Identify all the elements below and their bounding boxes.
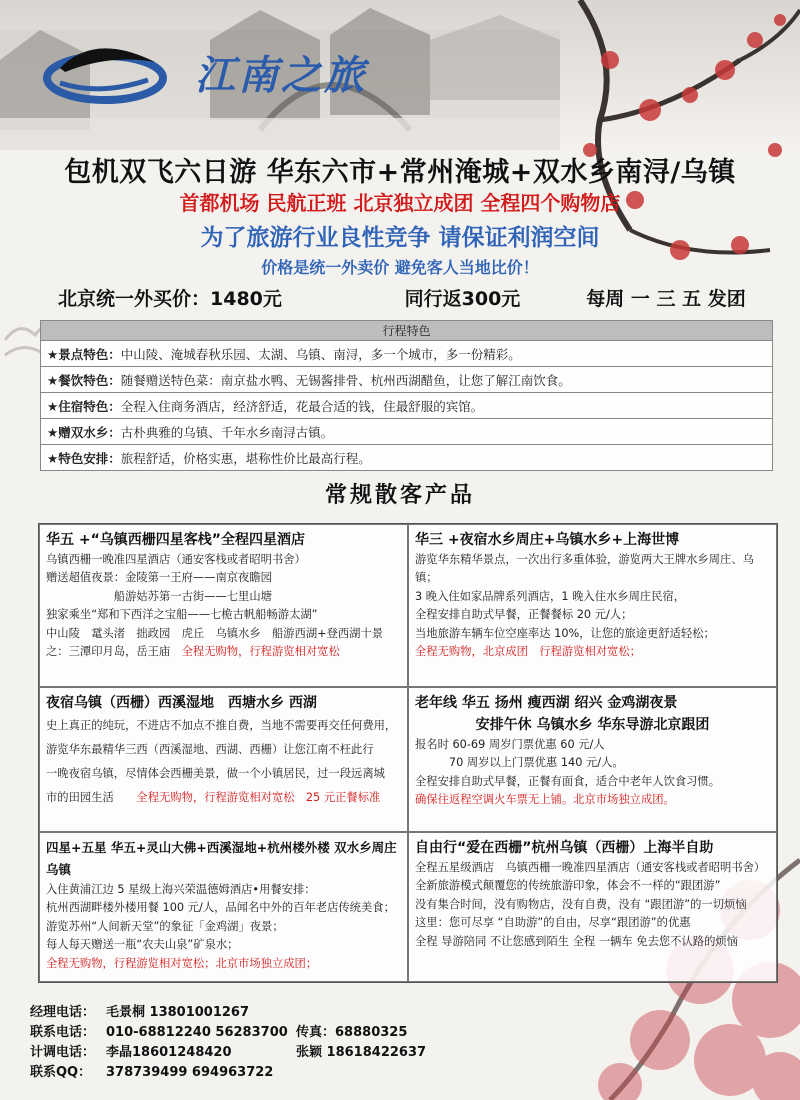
feature-row bbox=[41, 445, 773, 471]
product-title: 华五 +“乌镇西栅四星客栈”全程四星酒店 bbox=[46, 532, 306, 548]
product-line: 全程安排自助式早餐，正餐有面食，适合中老年人饮食习惯。 bbox=[415, 774, 721, 788]
feature-text: 随餐赠送特色菜：南京盐水鸭、无锡酱排骨、杭州西湖醋鱼，让您了解江南饮食。 bbox=[120, 372, 571, 388]
contact-row bbox=[30, 1043, 426, 1063]
feature-text: 旅程舒适，价格实惠，堪称性价比最高行程。 bbox=[120, 450, 371, 466]
product-title: 四星+五星 华五+灵山大佛+西溪湿地+杭州楼外楼 双水乡周庄乌镇 bbox=[46, 840, 397, 877]
contact-key: 联系QQ： bbox=[30, 1065, 92, 1080]
product-line: 史上真正的纯玩，不进店不加点不推自费，当地不需要再交任何费用， bbox=[46, 719, 397, 732]
feature-label: ★住宿特色： bbox=[47, 398, 121, 414]
tour-title: 包机双飞六日游 华东六市+常州淹城+双水乡南浔/乌镇 bbox=[64, 157, 736, 188]
feature-row bbox=[41, 419, 773, 445]
contact-value-2: 18618422637 bbox=[326, 1045, 427, 1060]
product-line: 全程安排自助式早餐，正餐餐标 20 元/人； bbox=[415, 608, 633, 622]
product-card-6 bbox=[408, 832, 777, 982]
unified-price: 北京统一外买价：1480元 bbox=[58, 288, 282, 310]
contact-key-2: 传真： bbox=[296, 1025, 336, 1040]
contact-key: 联系电话： bbox=[30, 1025, 96, 1040]
product-line: 70 周岁以上门票优惠 140 元/人。 bbox=[415, 756, 624, 770]
product-line: 全程 导游陪同 不让您感到陌生 全程 一辆车 免去您不认路的烦恼 bbox=[415, 934, 738, 948]
product-line: 游览华东最精华三西（西溪湿地、西湖、西栅）让您江南不枉此行 bbox=[46, 743, 374, 756]
departure-schedule: 每周 一 三 五 发团 bbox=[586, 288, 746, 310]
product-line-text: 市的田园生活 bbox=[46, 791, 114, 804]
product-line: 游览华东精华景点，一次出行多重体验，游览两大王牌水乡周庄、乌镇； bbox=[415, 553, 754, 585]
feature-label: ★特色安排： bbox=[47, 450, 121, 466]
product-line: 中山陵 鼋头渚 拙政园 虎丘 乌镇水乡 船游西湖+登西湖十景 bbox=[46, 626, 384, 640]
feature-label: ★餐饮特色： bbox=[47, 372, 121, 388]
product-line: 这里：您可尽享 “自助游”的自由，尽享“跟团游”的优惠 bbox=[415, 916, 691, 930]
feature-label: ★赠双水乡： bbox=[47, 424, 121, 440]
product-card-4 bbox=[408, 687, 777, 832]
product-card-2 bbox=[408, 524, 777, 687]
product-line: 3 晚入住如家品牌系列酒店，1 晚入住水乡周庄民宿， bbox=[415, 589, 686, 603]
feature-text: 全程入住商务酒店，经济舒适，花最合适的钱，住最舒服的宾馆。 bbox=[120, 398, 484, 414]
product-line: 全程五星级酒店 乌镇西栅一晚准四星酒店（通安客栈或者昭明书舍） bbox=[415, 861, 766, 874]
product-highlight: 全程无购物，行程游览相对宽松；北京市场独立成团； bbox=[46, 956, 318, 970]
product-highlight: 全程无购物，行程游览相对宽松 25 元正餐标准 bbox=[136, 791, 381, 804]
product-title: 老年线 华五 扬州 瘦西湖 绍兴 金鸡湖夜景 bbox=[415, 695, 678, 711]
product-line: 报名时 60-69 周岁门票优惠 60 元/人 bbox=[415, 738, 605, 751]
contact-row bbox=[30, 1063, 426, 1083]
product-card-3 bbox=[39, 687, 408, 832]
brand-logo-icon bbox=[40, 38, 170, 104]
product-title: 自由行“爱在西栅”杭州乌镇（西栅）上海半自助 bbox=[415, 840, 714, 856]
product-line: 一晚夜宿乌镇，尽情体会西栅美景，做一个小镇居民，过一段远离城 bbox=[46, 767, 385, 780]
product-line: 赠送超值夜景：金陵第一王府——南京夜瞻园 bbox=[46, 571, 272, 585]
product-line: 乌镇西栅一晚准四星酒店（通安客栈或者昭明书舍） bbox=[46, 553, 306, 566]
products-grid bbox=[38, 523, 778, 983]
peer-rebate: 同行返300元 bbox=[404, 288, 521, 310]
contact-key: 计调电话： bbox=[30, 1045, 96, 1060]
contact-value: 李晶18601248420 bbox=[106, 1045, 232, 1060]
contact-info bbox=[30, 1003, 426, 1083]
slogan: 为了旅游行业良性竞争 请保证利润空间 bbox=[200, 225, 600, 251]
product-line-text: 之：三潭印月岛，岳王庙 bbox=[46, 645, 171, 659]
product-title: 华三 +夜宿水乡周庄+乌镇水乡+上海世博 bbox=[415, 532, 680, 548]
feature-text: 古朴典雅的乌镇、千年水乡南浔古镇。 bbox=[120, 424, 334, 440]
product-line: 入住黄浦江边 5 星级上海兴荣温德姆酒店•用餐安排： bbox=[46, 883, 316, 896]
product-line: 全新旅游模式颠覆您的传统旅游印象，体会不一样的“跟团游” bbox=[415, 879, 721, 893]
product-highlight: 确保往返程空调火车票无上铺。北京市场独立成团。 bbox=[415, 793, 675, 807]
brand-name: 江南之旅 bbox=[195, 52, 367, 99]
contact-key: 经理电话： bbox=[30, 1005, 96, 1020]
product-line: 游览苏州“人间新天堂”的象征「金鸡湖」夜景； bbox=[46, 919, 284, 933]
features-heading: 行程特色 bbox=[41, 321, 773, 341]
product-card-1 bbox=[39, 524, 408, 687]
itinerary-features-table bbox=[40, 320, 773, 471]
slogan-sub: 价格是统一外卖价 避免客人当地比价！ bbox=[261, 258, 539, 277]
feature-row bbox=[41, 341, 773, 367]
product-title: 夜宿乌镇（西栅）西溪湿地 西塘水乡 西湖 bbox=[46, 695, 317, 711]
tour-subtitle: 首都机场 民航正班 北京独立成团 全程四个购物店 bbox=[179, 191, 621, 215]
product-line bbox=[46, 786, 401, 810]
product-highlight: 全程无购物，北京成团 行程游览相对宽松； bbox=[415, 645, 641, 659]
contact-value: 010-68812240 56283700 bbox=[106, 1025, 288, 1040]
product-line bbox=[46, 643, 401, 661]
product-highlight: 全程无购物，行程游览相对宽松 bbox=[181, 645, 340, 659]
product-line: 杭州西湖畔楼外楼用餐 100 元/人，品闻名中外的百年老店传统美食； bbox=[46, 901, 395, 915]
product-line: 每人每天赠送一瓶“农夫山泉”矿泉水； bbox=[46, 938, 239, 952]
product-card-5 bbox=[39, 832, 408, 982]
feature-row bbox=[41, 367, 773, 393]
section-title: 常规散客产品 bbox=[324, 482, 475, 508]
feature-text: 中山陵、淹城春秋乐园、太湖、乌镇、南浔，多一个城市，多一份精彩。 bbox=[120, 346, 521, 362]
contact-row bbox=[30, 1023, 426, 1043]
contact-row bbox=[30, 1003, 426, 1023]
product-title-2: 安排午休 乌镇水乡 华东导游北京跟团 bbox=[475, 717, 710, 733]
product-line: 独家乘坐“郑和下西洋之宝船——七桅古帆船畅游太湖” bbox=[46, 608, 318, 622]
price-row bbox=[58, 284, 778, 311]
feature-row bbox=[41, 393, 773, 419]
product-line: 当地旅游车辆车位空座率达 10%，让您的旅途更舒适轻松； bbox=[415, 626, 715, 640]
contact-value: 378739499 694963722 bbox=[106, 1065, 274, 1080]
feature-label: ★景点特色： bbox=[47, 346, 121, 362]
product-line: 没有集合时间，没有购物店，没有自费，没有 “跟团游”的一切烦恼 bbox=[415, 897, 747, 911]
product-line: 船游姑苏第一古街——七里山塘 bbox=[46, 589, 272, 603]
contact-value-2: 68880325 bbox=[335, 1025, 408, 1040]
contact-key-2: 张颖 bbox=[296, 1045, 323, 1060]
contact-value: 毛景桐 13801001267 bbox=[106, 1005, 250, 1020]
